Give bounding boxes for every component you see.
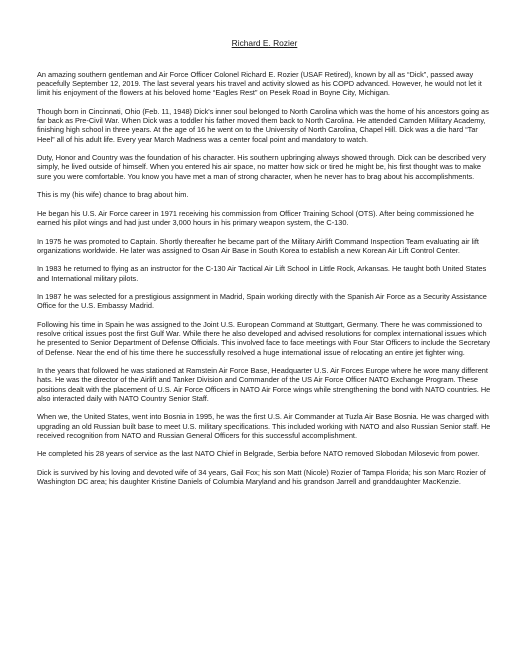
paragraph-1983: In 1983 he returned to flying as an instructor for the C-130 Air Tactical Air Lift School in Little Rock, Arkansas. He taught both United States and International military pilots.: [37, 264, 487, 283]
paragraph-character: Duty, Honor and Country was the foundation of his character. His southern upbringing always showed through. Dick can be described very simply, he lived outside of himself. When you entered his air space, no matter how sick or tired he might be, his first thought was to make sure you were comfortable. You know you have met a man of strong character, when he never has to brag about his accomplishments.: [37, 153, 486, 181]
paragraph-1987: In 1987 he was selected for a prestigious assignment in Madrid, Spain working directly with the Spanish Air Force as a Security Assistance Office for the U.S. Embassy Madrid.: [37, 292, 487, 311]
paragraph-early-life: Though born in Cincinnati, Ohio (Feb. 11, 1948) Dick's inner soul belonged to North Carolina which was the home of his ancestors going as far back as Pre-Civil War. When Dick was a toddler his father moved them back to North Carolina. He attended Camden Military Academy, finishing high school in three years. At the age of 16 he went on to the University of North Carolina, Chapel Hill. Dick was a die hard “Tar Heel” all of his adult life. Every year March Madness was a center focal point and mandatory to watch.: [37, 107, 489, 144]
paragraph-stuttgart: Following his time in Spain he was assigned to the Joint U.S. European Command at Stuttgart, Germany. There he was commissioned to resolve critical issues post the first Gulf War. While there he also developed and advised resolutions for complex international issues which he presented to Senior Department of Defense Officials. This involved face to face meetings with Four Star Officers to include the Secretary of Defense. Near the end of his time there he successfully resolved a huge international issue of relocating an entire jet fighter wing.: [37, 319, 491, 357]
document-title: Richard E. Rozier: [231, 38, 298, 48]
paragraph-survivors: Dick is survived by his loving and devoted wife of 34 years, Gail Fox; his son Matt (Nicole) Rozier of Tampa Florida; his son Marc Rozier of Washington DC area; his daughter Kristine Daniels of Columbia Maryland and his grandson Jarrell and granddaughter MacKenzie.: [37, 467, 486, 487]
paragraph-bosnia: When we, the United States, went into Bosnia in 1995, he was the first U.S. Air Commander at Tuzla Air Base Bosnia. He was charged with upgrading an old Russian built base to meet U.S. military specifications. This included working with NATO and also Russian Senior staff. He received recognition from NATO and Russian General Officers for this successful accomplishment.: [37, 412, 491, 440]
paragraph-1975: In 1975 he was promoted to Captain. Shortly thereafter he became part of the Military Airlift Command Inspection Team evaluating air lift organizations worldwide. He later was assigned to Osan Air Base in South Korea to establish a new Korean Air Lift Control Center.: [37, 236, 479, 255]
paragraph-belgrade: He completed his 28 years of service as the last NATO Chief in Belgrade, Serbia before NATO removed Slobodan Milosevic from power.: [37, 449, 480, 459]
document-body: [37, 70, 492, 486]
paragraph-brag-intro: This is my (his wife) chance to brag about him.: [37, 190, 189, 200]
paragraph-obituary-intro: An amazing southern gentleman and Air Force Officer Colonel Richard E. Rozier (USAF Retired), known by all as “Dick”, passed away peacefully September 12, 2019. The last several years his travel and activity slowed as his COPD advanced. However, he would not let it limit his enjoyment of the flowers at his beloved home “Eagles Rest” on Pesek Road in Boyne City, Michigan.: [37, 70, 482, 98]
paragraph-career-start: He began his U.S. Air Force career in 1971 receiving his commission from Officer Training School (OTS). After being commissioned he earned his pilot wings and had just under 3,000 hours in his primary weapon system, the C-130.: [37, 208, 475, 227]
paragraph-ramstein: In the years that followed he was stationed at Ramstein Air Force Base, Headquarter U.S. Air Forces Europe where he wore many different hats. He was the director of the Airlift and Tanker Division and Commander of the US Air Force Officer NATO Exchange Program. These positions dealt with the placement of U.S. Air Force Officers in NATO Air Force wings while strengthening the bond with NATO countries. He also interacted daily with NATO Country Senior Staff.: [37, 366, 491, 403]
